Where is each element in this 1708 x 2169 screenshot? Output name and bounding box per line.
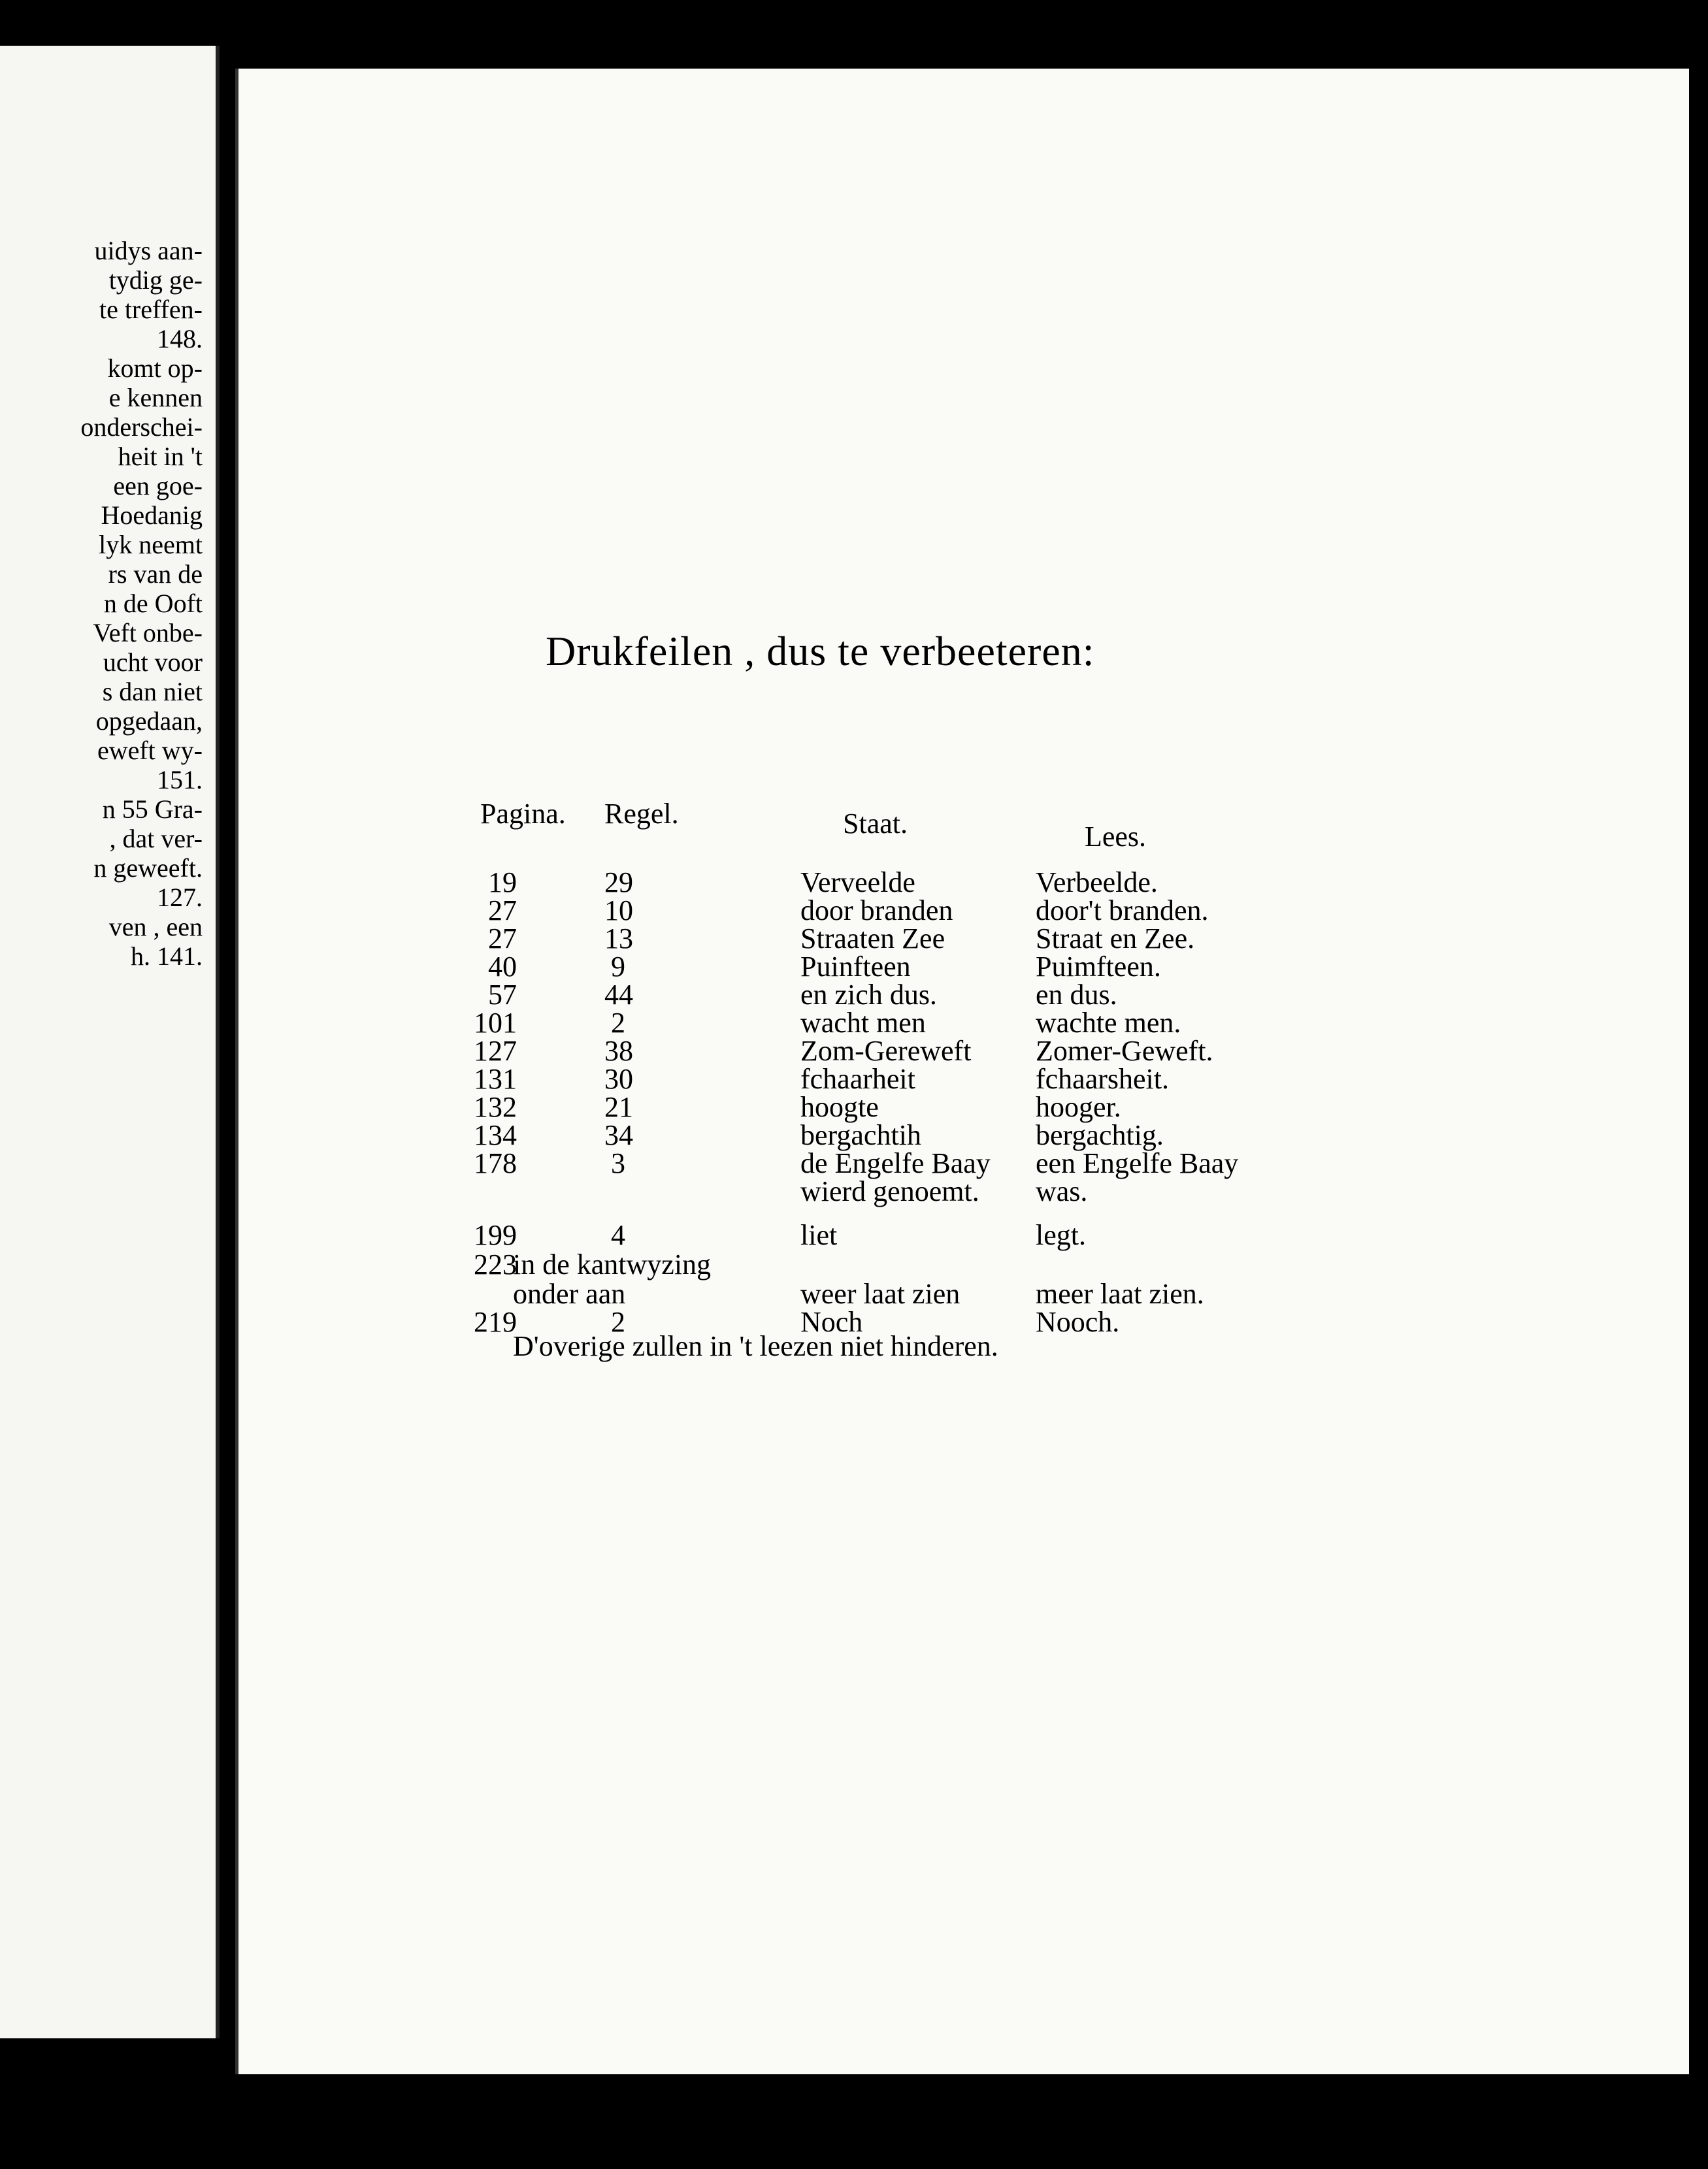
page-number: 219 bbox=[474, 1306, 517, 1338]
right-page bbox=[235, 69, 1689, 2074]
original-text: bergachtih bbox=[800, 1119, 921, 1151]
left-page-line: , dat ver- bbox=[109, 824, 203, 853]
line-number: 2 bbox=[611, 1007, 625, 1039]
line-number: 29 bbox=[604, 866, 633, 898]
corrected-text: door't branden. bbox=[1036, 894, 1209, 926]
original-text: hoogte bbox=[800, 1091, 879, 1123]
corrected-text: Straat en Zee. bbox=[1036, 922, 1195, 954]
corrected-text: een Engelfe Baay bbox=[1036, 1147, 1239, 1179]
left-page-line: 151. bbox=[157, 765, 203, 794]
left-page-line: onderschei- bbox=[80, 412, 203, 442]
left-page-line: s dan niet bbox=[102, 677, 203, 706]
left-page-line: komt op- bbox=[107, 353, 203, 383]
line-number: 44 bbox=[604, 979, 633, 1011]
line-number: 13 bbox=[604, 922, 633, 954]
line-number: in de kantwyzing bbox=[513, 1248, 712, 1280]
page-number: 199 bbox=[474, 1219, 517, 1251]
left-page-line: ven , een bbox=[108, 912, 203, 941]
left-page-line: ucht voor bbox=[103, 647, 203, 677]
page-number: 132 bbox=[474, 1091, 517, 1123]
line-number: 2 bbox=[611, 1306, 625, 1338]
page-number: 134 bbox=[474, 1119, 517, 1151]
original-text: weer laat zien bbox=[800, 1278, 961, 1310]
original-text: fchaarheit bbox=[800, 1063, 915, 1095]
left-page-line: 127. bbox=[157, 883, 203, 912]
corrected-text: fchaarsheit. bbox=[1036, 1063, 1169, 1095]
line-number: 10 bbox=[604, 894, 633, 926]
left-page-line: Hoedanig bbox=[101, 500, 203, 530]
corrected-text: hooger. bbox=[1036, 1091, 1121, 1123]
left-page-line: opgedaan, bbox=[95, 706, 203, 736]
page-number: 131 bbox=[474, 1063, 517, 1095]
line-number: 30 bbox=[604, 1063, 633, 1095]
line-number: 3 bbox=[611, 1147, 625, 1179]
corrected-text: was. bbox=[1036, 1175, 1088, 1207]
left-page-line: e kennen bbox=[108, 383, 203, 412]
original-text: Straaten Zee bbox=[800, 922, 945, 954]
left-page-line: n de Ooft bbox=[103, 589, 203, 618]
page-number: 40 bbox=[488, 951, 517, 983]
header-regel: Regel. bbox=[604, 798, 679, 830]
page-number: 127 bbox=[474, 1035, 517, 1067]
left-page-line: tydig ge- bbox=[108, 265, 203, 295]
original-text: wacht men bbox=[800, 1007, 926, 1039]
left-page-line: n geweeft. bbox=[93, 853, 203, 883]
line-number: 21 bbox=[604, 1091, 633, 1123]
original-text: Noch bbox=[800, 1306, 863, 1338]
original-text: en zich dus. bbox=[800, 979, 937, 1011]
left-page-line: rs van de bbox=[108, 559, 203, 589]
line-number: 9 bbox=[611, 951, 625, 983]
left-page-line: heit in 't bbox=[118, 442, 203, 471]
line-number: 38 bbox=[604, 1035, 633, 1067]
left-page bbox=[0, 46, 220, 2038]
original-text: de Engelfe Baay bbox=[800, 1147, 991, 1179]
corrected-text: Nooch. bbox=[1036, 1306, 1120, 1338]
header-lees: Lees. bbox=[1085, 821, 1147, 853]
page-number: 27 bbox=[488, 894, 517, 926]
left-page-line: n 55 Gra- bbox=[102, 794, 203, 824]
corrected-text: wachte men. bbox=[1036, 1007, 1181, 1039]
corrected-text: legt. bbox=[1036, 1219, 1086, 1251]
corrected-text: en dus. bbox=[1036, 979, 1117, 1011]
line-number: 34 bbox=[604, 1119, 633, 1151]
original-text: wierd genoemt. bbox=[800, 1175, 979, 1207]
corrected-text: meer laat zien. bbox=[1036, 1278, 1204, 1310]
page-number: 223 bbox=[474, 1248, 517, 1280]
errata-footer: D'overige zullen in 't leezen niet hinderen. bbox=[513, 1330, 998, 1362]
left-page-line: lyk neemt bbox=[99, 530, 203, 559]
line-number: onder aan bbox=[513, 1278, 626, 1310]
bleed-through-text bbox=[330, 232, 1624, 272]
left-page-line: 148. bbox=[157, 324, 203, 353]
corrected-text: Verbeelde. bbox=[1036, 866, 1158, 898]
page-number: 178 bbox=[474, 1147, 517, 1179]
left-page-line: Veft onbe- bbox=[93, 618, 203, 647]
left-page-line: te treffen- bbox=[99, 295, 203, 324]
left-page-line: eweft wy- bbox=[97, 736, 203, 765]
corrected-text: bergachtig. bbox=[1036, 1119, 1164, 1151]
header-staat: Staat. bbox=[843, 807, 908, 840]
page-number: 57 bbox=[488, 979, 517, 1011]
left-page-line: uidys aan- bbox=[94, 236, 203, 265]
line-number: 4 bbox=[611, 1219, 625, 1251]
left-page-line: een goe- bbox=[113, 471, 203, 500]
original-text: Zom-Gereweft bbox=[800, 1035, 972, 1067]
original-text: liet bbox=[800, 1219, 838, 1251]
corrected-text: Zomer-Geweft. bbox=[1036, 1035, 1213, 1067]
page-number: 101 bbox=[474, 1007, 517, 1039]
header-pagina: Pagina. bbox=[480, 798, 566, 830]
errata-title: Drukfeilen , dus te verbeeteren: bbox=[546, 628, 1095, 674]
corrected-text: Puimfteen. bbox=[1036, 951, 1161, 983]
left-page-line: h. 141. bbox=[131, 941, 203, 971]
original-text: Puinfteen bbox=[800, 951, 911, 983]
original-text: door branden bbox=[800, 894, 953, 926]
page-number: 27 bbox=[488, 922, 517, 954]
original-text: Verveelde bbox=[800, 866, 915, 898]
page-number: 19 bbox=[488, 866, 517, 898]
